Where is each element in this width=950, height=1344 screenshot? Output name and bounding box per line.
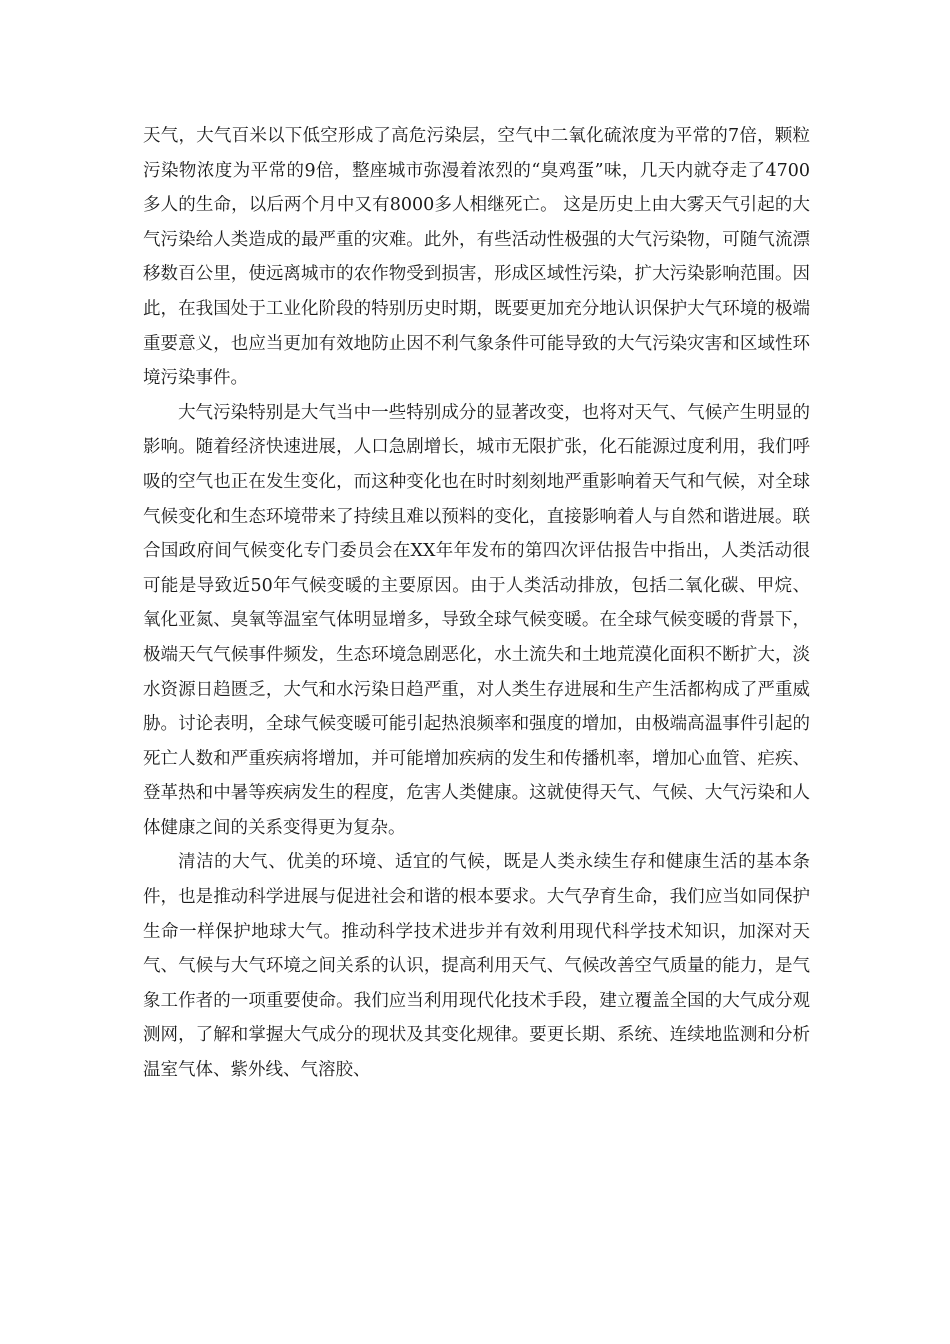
document-body: [143, 119, 810, 1088]
paragraph-2: 大气污染特别是大气当中一些特别成分的显著改变，也将对天气、气候产生明显的影响。随着经济快速进展，人口急剧增长，城市无限扩张，化石能源过度利用，我们呼吸的空气也正在发生变化，而这种变化也在时时刻刻地严重影响着天气和气候，对全球气候变化和生态环境带来了持续且难以预料的变化，直接影响着人与自然和谐进展。联合国政府间气候变化专门委员会在XX年年发布的第四次评估报告中指出，人类活动很可能是导致近50年气候变暖的主要原因。由于人类活动排放，包括二氧化碳、甲烷、氧化亚氮、臭氧等温室气体明显增多，导致全球气候变暖。在全球气候变暖的背景下，极端天气气候事件频发，生态环境急剧恶化，水土流失和土地荒漠化面积不断扩大，淡水资源日趋匮乏，大气和水污染日趋严重，对人类生存进展和生产生活都构成了严重威胁。讨论表明，全球气候变暖可能引起热浪频率和强度的增加，由极端高温事件引起的死亡人数和严重疾病将增加，并可能增加疾病的发生和传播机率，增加心血管、疟疾、登革热和中暑等疾病发生的程度，危害人类健康。这就使得天气、气候、大气污染和人体健康之间的关系变得更为复杂。: [143, 402, 810, 838]
paragraph-3: 清洁的大气、优美的环境、适宜的气候，既是人类永续生存和健康生活的基本条件，也是推动科学进展与促进社会和谐的根本要求。大气孕育生命，我们应当如同保护生命一样保护地球大气。推动科学技术进步并有效利用现代科学技术知识，加深对天气、气候与大气环境之间关系的认识，提高利用天气、气候改善空气质量的能力，是气象工作者的一项重要使命。我们应当利用现代化技术手段，建立覆盖全国的大气成分观测网，了解和掌握大气成分的现状及其变化规律。要更长期、系统、连续地监测和分析温室气体、紫外线、气溶胶、: [143, 852, 810, 1081]
paragraph-1: 天气，大气百米以下低空形成了高危污染层，空气中二氧化硫浓度为平常的7倍，颗粒污染物浓度为平常的9倍，整座城市弥漫着浓烈的“臭鸡蛋”味，几天内就夺走了4700多人的生命，以后两个月中又有8000多人相继死亡。 这是历史上由大雾天气引起的大气污染给人类造成的最严重的灾难。此外，有些活动性极强的大气污染物，可随气流漂移数百公里，使远离城市的农作物受到损害，形成区域性污染，扩大污染影响范围。因此，在我国处于工业化阶段的特别历史时期，既要更加充分地认识保护大气环境的极端重要意义，也应当更加有效地防止因不利气象条件可能导致的大气污染灾害和区域性环境污染事件。: [143, 126, 810, 389]
